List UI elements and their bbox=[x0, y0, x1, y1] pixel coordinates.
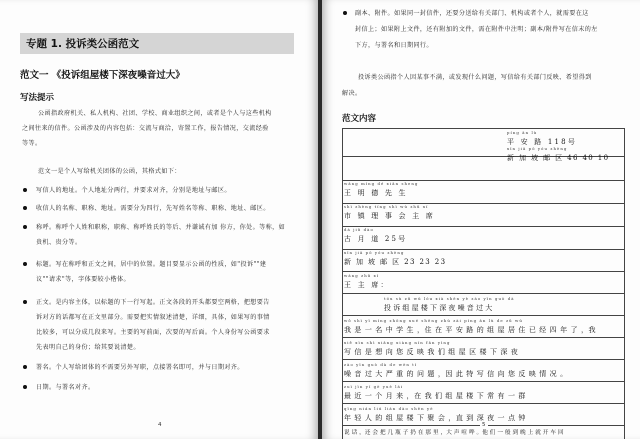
writing-tips-heading: 写法提示 bbox=[20, 93, 55, 103]
body-line: 我 是 一 名 中 学 生 ，住 在 平 安 路 的 组 屋 居 住 已 经 四 年 了 ，我 bbox=[344, 326, 597, 334]
bullet-text: 比较多，可以分成几段来写。主要的写前面，次要的写后面。个人身份写公函要求 bbox=[36, 329, 270, 336]
bullet-icon bbox=[23, 225, 27, 229]
bullet-text: 标题。写在称呼和正文之间，居中的位置。题目要显示公函的性质，如"投诉""建 bbox=[36, 261, 267, 268]
closing-line: 投诉类公函指个人因某事不满，或发现什么问题，写信给有关部门反映、希望得到 bbox=[358, 74, 592, 81]
bullet-text: 写信人的地址。个人地址分两行，并要求对齐，分别是地址与邮区。 bbox=[36, 187, 231, 194]
intro-line: 公函指政府机关、私人机构、社团、学校、商业组织之间，或者是个人与这些机构 bbox=[38, 110, 272, 117]
intro-line: 等等。 bbox=[22, 140, 42, 147]
bullet-text: 副本、附件。如果同一封信件，还要分送给有关部门、机构或者个人，就需要在这 bbox=[355, 10, 589, 17]
bullet-icon bbox=[23, 262, 27, 266]
sample-title: 范文一 《投诉组屋楼下深夜噪音过大》 bbox=[20, 70, 185, 81]
body-line: 最 近 一 个 月 来 ，在 我 们 组 屋 楼 下 常 有 一 群 bbox=[344, 392, 527, 400]
bullet-icon bbox=[23, 188, 27, 192]
bullet-text: 下方，与署名和日期同行。 bbox=[355, 42, 433, 49]
pinyin: wǒ shì yī míng zhōng xué shēng zhù zài píng ān lù de zǔ wū bbox=[344, 318, 523, 323]
pinyin: qīng nián liú lián dào shēn yè bbox=[344, 406, 434, 411]
pinyin: dà jiǔ dào bbox=[344, 227, 374, 232]
recipient-line: 古 月 道 25号 bbox=[344, 235, 408, 243]
left-page bbox=[0, 0, 318, 439]
pinyin: shì zhèng tíng shì wù zhǔ xí bbox=[344, 204, 429, 209]
bullet-text: 日期。与署名对齐。 bbox=[36, 384, 95, 391]
topic-heading: 专题 1. 投诉类公函范文 bbox=[26, 38, 140, 50]
bullet-text: 封信上；如果附上文件，还有附加的文件，需在附件中注明；副本/附件写在信末的左 bbox=[355, 26, 598, 33]
page-number: 4 bbox=[158, 422, 162, 428]
sender-address-line: 平 安 路 118号 bbox=[507, 138, 578, 146]
bullet-text: 诉对方的话都写在正文里部分。需要把实情叙述清楚，详细，具体，如果写的事情 bbox=[36, 314, 270, 321]
letter-title: 投诉组屋楼下深夜噪音过大 bbox=[384, 304, 495, 312]
salutation: 王 主 席： bbox=[344, 281, 390, 289]
pinyin: píng ān lù bbox=[507, 130, 538, 135]
bullet-text: 贵机、贵分等。 bbox=[36, 239, 82, 246]
bullet-text: 先表明自己的身份；给其要说清楚。 bbox=[36, 344, 140, 351]
bullet-icon bbox=[23, 385, 27, 389]
bullet-text: 议""请求"等，字体要较小楷体。 bbox=[36, 276, 131, 283]
body-line: 写 信 是 想 向 您 反 映 我 们 组 屋 区 楼 下 深 夜 bbox=[344, 348, 519, 356]
pinyin: xīn jiā pō yóu zhèng bbox=[507, 146, 568, 151]
pinyin: xiě xìn shì xiǎng xiàng nín fǎn yìng bbox=[344, 340, 451, 345]
bullet-text: 正文。是内容主体，以标题的下一行写起。正文各段的开头都要空两格，把想要告 bbox=[36, 299, 270, 306]
pinyin: zào yīn guò dà de wèn tí bbox=[344, 362, 418, 367]
pinyin: tóu sù zǔ wū lóu xià shēn yè zào yīn guò dà bbox=[384, 296, 515, 301]
bullet-text: 署名。个人写给团体的不需要另外写职，点接署名即可，并与日期对齐。 bbox=[36, 364, 244, 371]
bullet-icon bbox=[23, 300, 27, 304]
closing-line: 解决。 bbox=[342, 90, 362, 97]
intro-line: 范文一是个人写给机关团体的公函，其格式如下： bbox=[38, 168, 181, 175]
page-number: 5 bbox=[482, 422, 486, 428]
body-line: 噪 音 过 大 严 重 的 问 题 ，因 此 特 写 信 向 您 反 映 情 况 。 bbox=[344, 370, 568, 378]
recipient-line: 市 镇 理 事 会 主 席 bbox=[344, 212, 435, 220]
body-line: 说 话 ，还 会 把 几 瓶 子 扔 在 那 里 ，大 声 喧 哗 。他 们 一 般 到 晚 上 就 开 车 回 bbox=[344, 430, 564, 436]
bullet-icon bbox=[23, 365, 27, 369]
sender-address-line: 新 加 坡 邮 区 46 40 10 bbox=[507, 154, 610, 162]
recipient-line: 新 加 坡 邮 区 23 23 23 bbox=[344, 258, 447, 266]
pinyin: zuì jìn yí gè yuè lái bbox=[344, 384, 404, 389]
body-line: 年 轻 人 的 组 屋 楼 下 聚 会 ，直 到 深 夜 一 点 钟 bbox=[344, 414, 527, 422]
right-page bbox=[322, 0, 640, 439]
sample-content-heading: 范文内容 bbox=[342, 114, 377, 124]
bullet-text: 称呼。称呼个人姓和职称，职称、称呼姓氏的等后、并谦诚有加 你方，你处。等称，如 bbox=[36, 224, 286, 231]
recipient-line: 王 明 德 先 生 bbox=[344, 189, 408, 197]
pinyin: wáng míng dé xiān sheng bbox=[344, 181, 419, 186]
pinyin: xīn jiā pō yóu zhèng bbox=[344, 250, 405, 255]
intro-line: 之间往来的信件。公函涉及的内容包括：交流与商洽，寄置工作，报告情况，交流经验 bbox=[22, 125, 269, 132]
bullet-icon bbox=[343, 11, 347, 15]
bullet-text: 收信人的名称、职称、地址。需要分为四行，先写姓名等称、职称、地址、邮区。 bbox=[36, 205, 270, 212]
pinyin: wáng zhǔ xí bbox=[344, 273, 380, 278]
bullet-icon bbox=[23, 206, 27, 210]
